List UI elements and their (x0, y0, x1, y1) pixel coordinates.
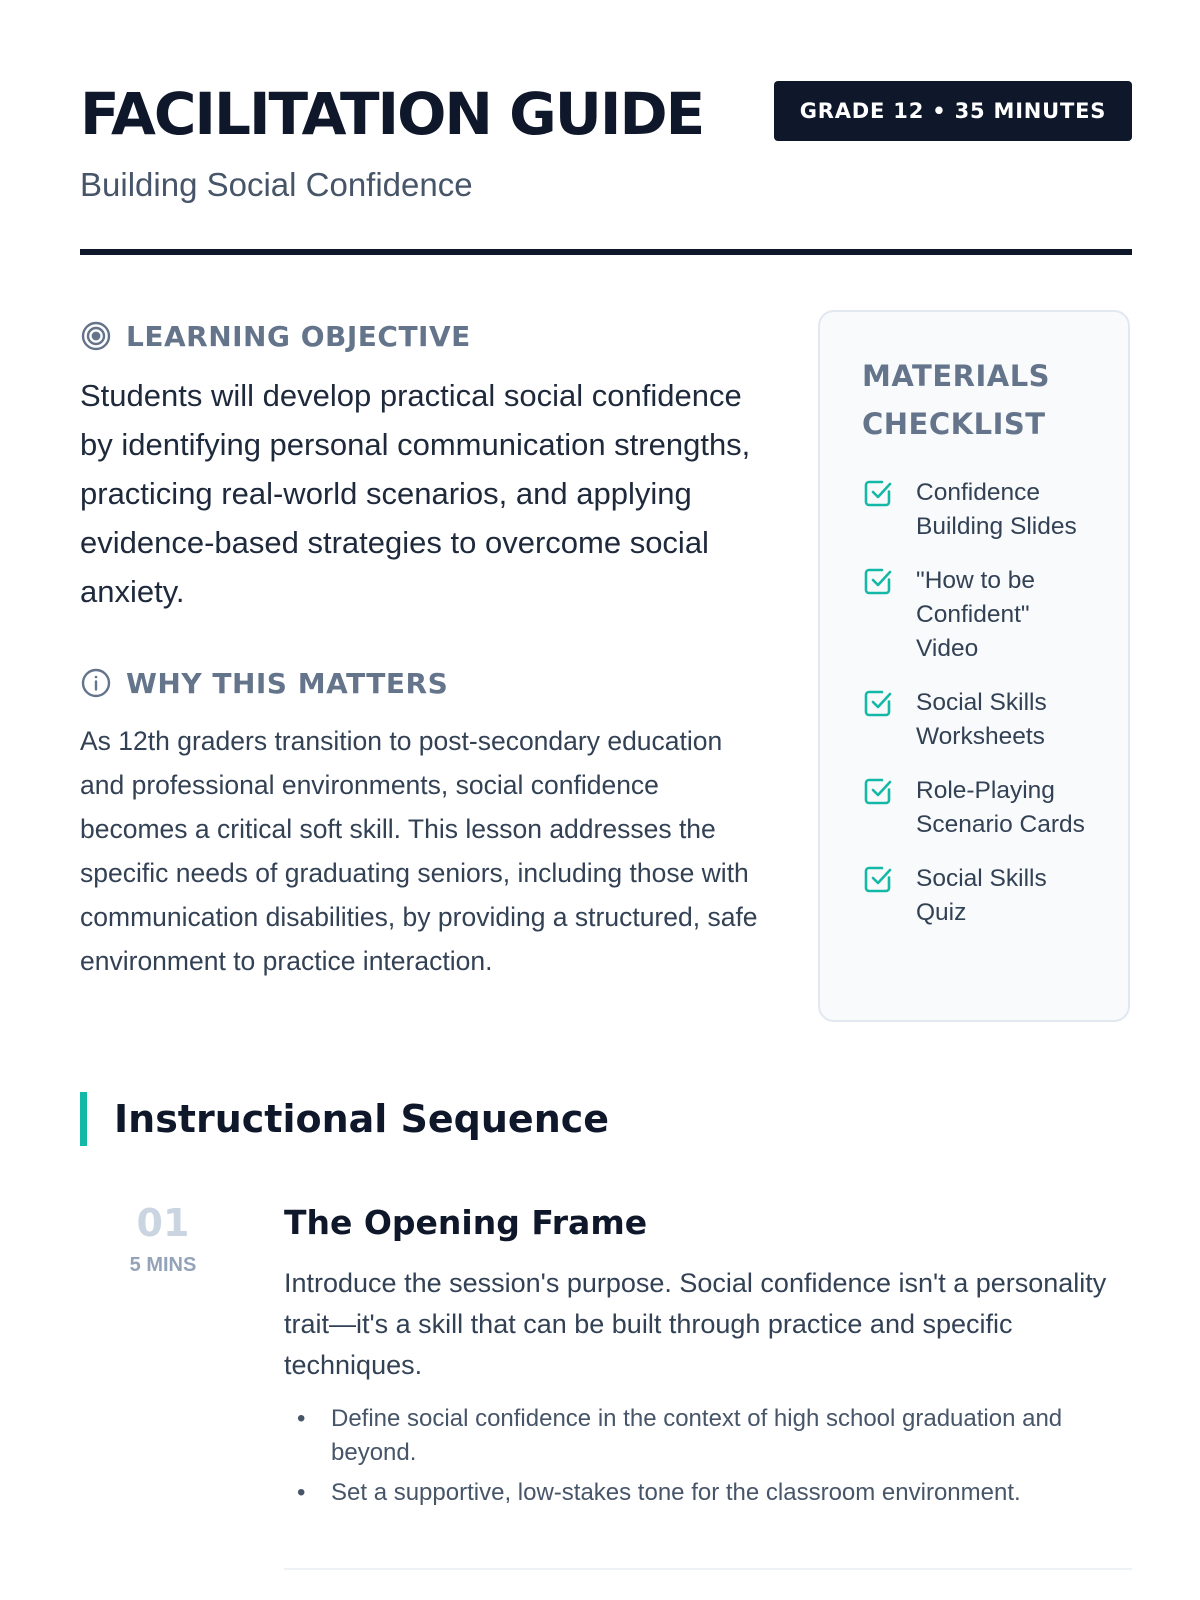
checklist-item (862, 774, 1092, 842)
step-number: 01 (136, 1201, 190, 1245)
step-divider (284, 1568, 1132, 1570)
step-bullet-list (297, 1402, 1127, 1516)
checklist-item-label: Confidence Building Slides (916, 479, 1077, 540)
step-bullet: • Set a supportive, low-stakes tone for the classroom environment. (297, 1476, 1127, 1510)
checkbox-icon (862, 686, 894, 754)
page-subtitle: Building Social Confidence (80, 166, 473, 203)
why-this-matters-text: As 12th graders transition to post-secondary education and professional environments, social confidence becomes a critical soft skill. This lesson addresses the specific needs of graduating seniors, including those with communication disabilities, by providing a structured, safe environment to practice interaction. (80, 726, 758, 976)
checklist-item (862, 564, 1092, 666)
checklist-item-label: Role-Playing Scenario Cards (916, 777, 1085, 838)
why-this-matters-heading (80, 663, 448, 703)
step-description: Introduce the session's purpose. Social confidence isn't a personality trait—it's a skill that can be built through practice and specific techniques. (284, 1268, 1107, 1380)
learning-objective-label: LEARNING OBJECTIVE (126, 319, 471, 353)
checkbox-icon (862, 476, 894, 544)
learning-objective-heading (80, 316, 471, 356)
checklist-item-label: Social Skills Worksheets (916, 689, 1047, 750)
section-accent-bar (80, 1092, 87, 1146)
learning-objective-text: Students will develop practical social confidence by identifying personal communication strengths, practicing real-world scenarios, and applying evidence-based strategies to overcome social anxiety. (80, 378, 751, 609)
page-title: FACILITATION GUIDE (80, 80, 704, 148)
materials-checklist-heading: MATERIALS CHECKLIST (862, 359, 1051, 441)
checklist-item (862, 862, 1092, 930)
checkbox-icon (862, 564, 894, 666)
step-bullet: • Define social confidence in the context of high school graduation and beyond. (297, 1402, 1127, 1470)
grade-duration-badge: GRADE 12 • 35 MINUTES (774, 81, 1132, 141)
checklist-item-label: Social Skills Quiz (916, 865, 1047, 926)
why-this-matters-label: WHY THIS MATTERS (126, 666, 449, 700)
checklist-item (862, 476, 1092, 544)
checklist-item (862, 686, 1092, 754)
step-duration: 5 MINS (129, 1254, 197, 1276)
materials-checklist-card (818, 310, 1130, 1022)
checkbox-icon (862, 862, 894, 930)
instructional-sequence-heading: Instructional Sequence (114, 1097, 610, 1141)
step-title: The Opening Frame (284, 1203, 648, 1242)
target-icon (80, 320, 112, 352)
header-divider (80, 249, 1132, 255)
info-icon (80, 667, 112, 699)
checkbox-icon (862, 774, 894, 842)
checklist-item-label: "How to be Confident" Video (916, 567, 1036, 662)
